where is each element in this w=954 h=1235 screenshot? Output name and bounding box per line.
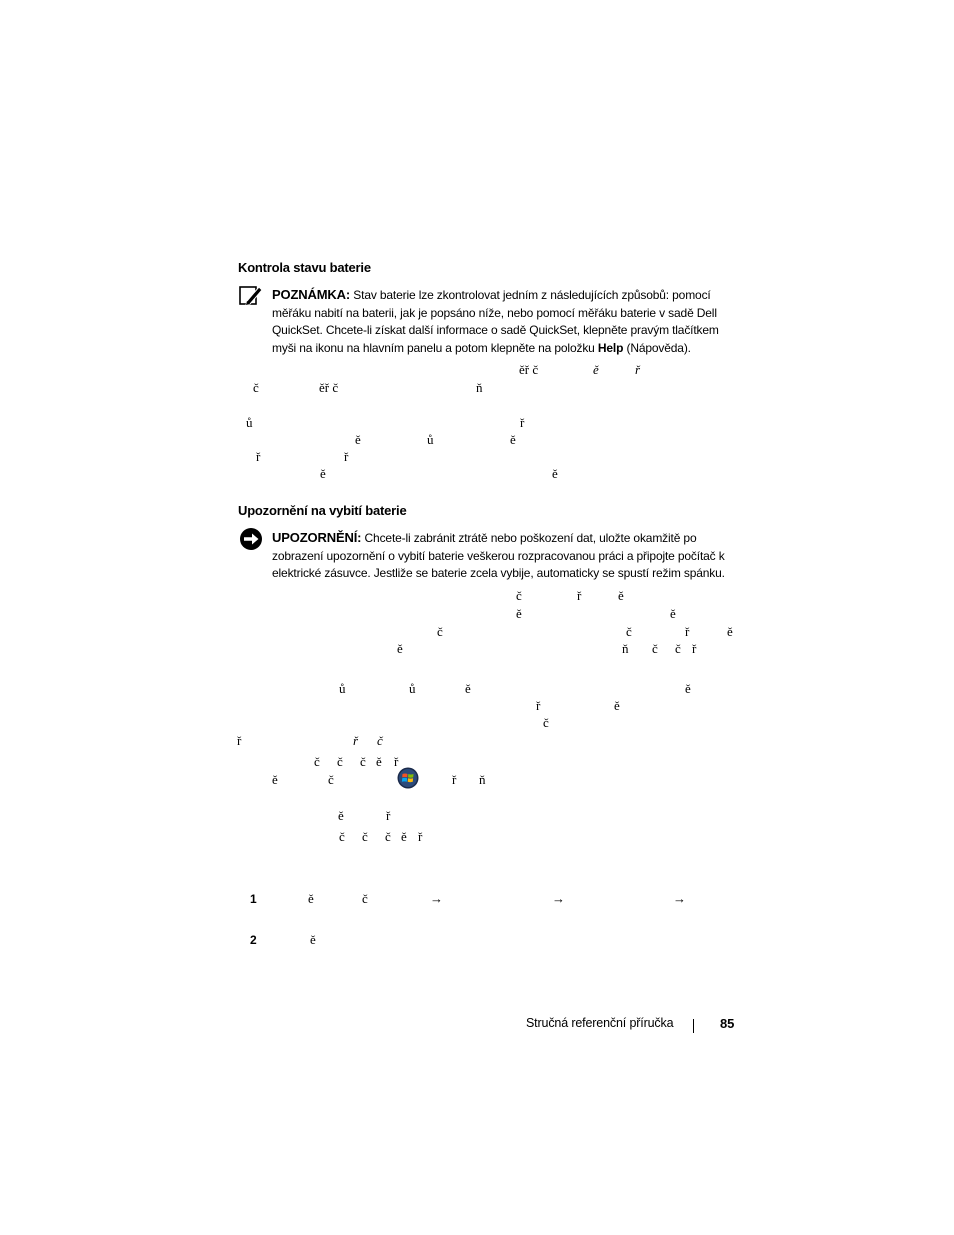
glyph-fragment: ě: [593, 362, 599, 377]
glyph-line: [0, 362, 954, 380]
glyph-fragment: ě: [376, 754, 382, 769]
windows-start-icon: [397, 767, 419, 789]
glyph-fragment: ř: [344, 449, 349, 464]
glyph-line: [0, 380, 954, 398]
glyph-fragment: ě: [510, 432, 516, 447]
note-pencil-icon: [239, 284, 263, 308]
glyph-fragment: ř: [394, 754, 399, 769]
glyph-line: [0, 891, 954, 909]
caution-icon: [239, 527, 263, 551]
glyph-line: [0, 432, 954, 450]
glyph-fragment: č: [516, 588, 522, 603]
glyph-fragment: ě: [308, 891, 314, 906]
glyph-line: [0, 606, 954, 624]
note-label: POZNÁMKA:: [272, 287, 351, 302]
note-help-term: Help: [597, 340, 624, 355]
glyph-fragment: ř: [237, 733, 242, 748]
glyph-line: [0, 681, 954, 699]
caution-label: UPOZORNĚNÍ:: [272, 530, 362, 545]
section-heading-battery-check: Kontrola stavu baterie: [238, 260, 371, 275]
glyph-fragment: č: [339, 829, 345, 844]
glyph-fragment: ů: [427, 432, 434, 447]
glyph-fragment: ěř č: [319, 380, 339, 395]
glyph-line: [0, 733, 954, 751]
caution-text: Chcete-li zabránit ztrátě nebo poškození dat, uložte okamžitě po zobrazení upozornění o vybití baterie veškerou rozpracovanou práci a připojte počítač k elektrické zásuvce. Jestliže se baterie zcela vybije, automaticky se spustí režim spánku.: [272, 531, 725, 581]
page-number: 85: [720, 1016, 735, 1031]
glyph-fragment: ů: [409, 681, 416, 696]
glyph-fragment: →: [430, 891, 443, 906]
glyph-line: [0, 715, 954, 733]
glyph-fragment: ě: [685, 681, 691, 696]
glyph-fragment: ř: [256, 449, 261, 464]
glyph-fragment: ě: [338, 808, 344, 823]
caution-callout: [272, 529, 742, 583]
glyph-fragment: ř: [536, 698, 541, 713]
glyph-fragment: ě: [670, 606, 676, 621]
glyph-fragment: č: [543, 715, 549, 730]
glyph-fragment: →: [552, 891, 565, 906]
glyph-line: [0, 641, 954, 659]
glyph-fragment: ř: [577, 588, 582, 603]
glyph-fragment: ň: [622, 641, 629, 656]
glyph-fragment: ř: [386, 808, 391, 823]
glyph-fragment: ů: [246, 415, 253, 430]
glyph-fragment: ě: [465, 681, 471, 696]
glyph-fragment: ě: [614, 698, 620, 713]
note-text-end: (Nápověda).: [623, 340, 691, 355]
glyph-fragment: č: [675, 641, 681, 656]
glyph-fragment: ě: [355, 432, 361, 447]
glyph-fragment: ů: [339, 681, 346, 696]
note-callout: [272, 286, 742, 357]
glyph-line: [0, 624, 954, 642]
glyph-line: [0, 698, 954, 716]
glyph-fragment: ě: [516, 606, 522, 621]
glyph-fragment: ě: [272, 772, 278, 787]
glyph-fragment: č: [437, 624, 443, 639]
glyph-fragment: č: [652, 641, 658, 656]
glyph-fragment: ě: [310, 932, 316, 947]
footer-title: Stručná referenční příručka: [526, 1016, 674, 1030]
glyph-fragment: č: [314, 754, 320, 769]
glyph-line: [0, 772, 954, 790]
glyph-fragment: →: [673, 891, 686, 906]
glyph-fragment: č: [362, 829, 368, 844]
glyph-fragment: ř: [520, 415, 525, 430]
glyph-fragment: č: [362, 891, 368, 906]
step-number: 2: [250, 933, 257, 947]
glyph-fragment: ř: [685, 624, 690, 639]
glyph-fragment: č: [328, 772, 334, 787]
glyph-line: [0, 932, 954, 950]
glyph-fragment: ř: [452, 772, 457, 787]
section-heading-low-battery: Upozornění na vybití baterie: [238, 503, 407, 518]
glyph-fragment: ř: [692, 641, 697, 656]
glyph-fragment: ň: [476, 380, 483, 395]
glyph-line: [0, 449, 954, 467]
note-text: Stav baterie lze zkontrolovat jedním z následujících způsobů: pomocí měřáku nabití na baterii, jak je popsáno níže, nebo pomocí měřáku baterie v sadě Dell QuickSet. Chcete-li získat další informace o sadě QuickSet, klepněte pravým tlačítkem myši na ikonu na hlavním panelu a potom klepněte na položku: [272, 288, 719, 355]
glyph-fragment: č: [385, 829, 391, 844]
glyph-fragment: ě: [618, 588, 624, 603]
glyph-fragment: ě: [552, 466, 558, 481]
glyph-fragment: č: [337, 754, 343, 769]
glyph-fragment: ě: [320, 466, 326, 481]
glyph-fragment: ř: [635, 362, 641, 377]
glyph-fragment: ě: [397, 641, 403, 656]
glyph-line: [0, 415, 954, 433]
glyph-line: [0, 808, 954, 826]
glyph-line: [0, 829, 954, 847]
glyph-fragment: ř: [353, 733, 359, 748]
glyph-fragment: č: [253, 380, 259, 395]
glyph-line: [0, 754, 954, 772]
glyph-fragment: ř: [418, 829, 423, 844]
glyph-fragment: č: [626, 624, 632, 639]
glyph-fragment: č: [360, 754, 366, 769]
glyph-line: [0, 466, 954, 484]
step-number: 1: [250, 892, 257, 906]
glyph-fragment: ě: [401, 829, 407, 844]
glyph-fragment: ň: [479, 772, 486, 787]
footer-divider: [693, 1019, 694, 1033]
glyph-fragment: ěř č: [519, 362, 539, 377]
glyph-line: [0, 588, 954, 606]
glyph-fragment: č: [377, 733, 383, 748]
glyph-fragment: ě: [727, 624, 733, 639]
